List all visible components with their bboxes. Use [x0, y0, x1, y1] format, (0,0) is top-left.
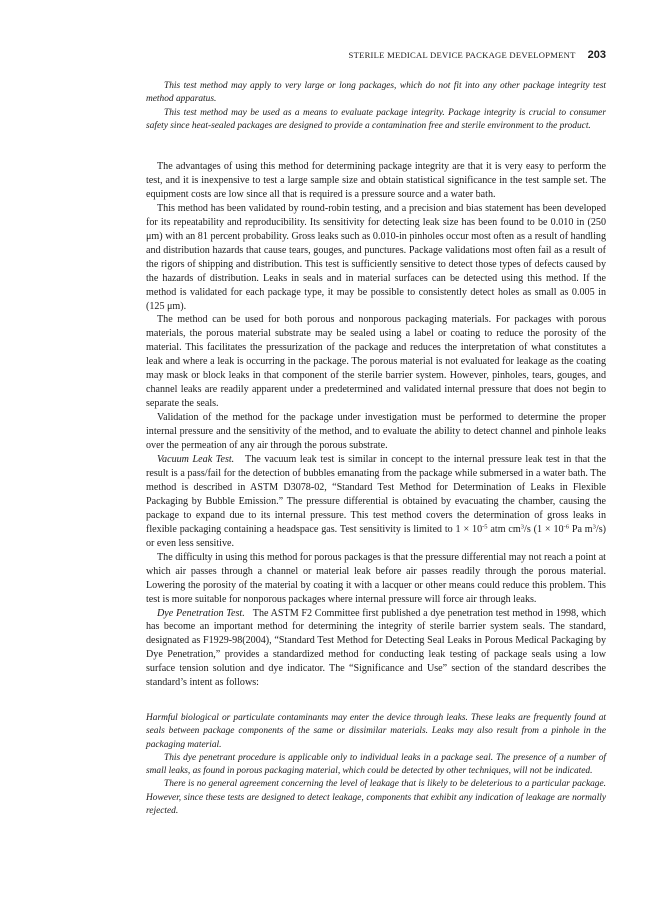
running-head [146, 49, 606, 61]
paragraph-porous-materials: The method can be used for both porous and nonporous packaging materials. For packages with porous materials, the porous material substrate may be sealed using a label or coating to reduce the porosity of the material. This facilitates the pressurization of the package and reduces the interpretation of what constitutes a leak and where a leak is occurring in the package. The porous material is not evaluated for leakage as the coating may mask or block leaks in that component of the sterile barrier system. However, pinholes, tears, gouges, and channel leaks are readily apparent under a predetermined and validated internal pressure that does not begin to separate the seals. [146, 314, 606, 410]
vacuum-text-a: The vacuum leak test is similar in concept to the internal pressure leak test in that the result is a pass/fail for the detection of bubbles emanating from the package while submersed in a water bath. The method is described in ASTM D3078-02, “Standard Test Method for Determination of Leaks in Flexible Packaging by Bubble Emission.” The pressure differential is obtained by evacuating the chamber, causing the package to expand due to its internal pressure. This test method covers the determination of gross leaks in flexible packaging containing a headspace gas. Test sensitivity is limited to 1 × 10 [146, 454, 606, 535]
vacuum-text-d: Pa m [568, 523, 593, 535]
quote-paragraph: This test method may be used as a means to evaluate package integrity. Package integrity is crucial to consumer safety since heat-sealed packages are designed to provide a contamination free and sterile environment to the product. [146, 107, 606, 131]
vacuum-text-b: atm cm [487, 523, 521, 535]
exponent: -6 [563, 523, 569, 531]
vacuum-leak-test-heading: Vacuum Leak Test. [157, 454, 235, 466]
paragraph-porous-difficulty: The difficulty in using this method for porous packages is that the pressure differential may not reach a point at which air passes through a channel or material leak before air passes readily through the porous material. Lowering the porosity of the material by coating it with a lacquer or other means could reduce this problem. This test is more suitable for nonporous packages where internal pressure will force air through leaks. [146, 551, 606, 605]
quote-paragraph: This test method may apply to very large or long packages, which do not fit into any other package integrity test method apparatus. [146, 81, 606, 105]
dye-penetration-text: The ASTM F2 Committee first published a dye penetration test method in 1998, which has become an important method for determining the integrity of sterile barrier system seals. The standard, designated as F1929-98(2004), “Standard Test Method for Detecting Seal Leaks in Porous Medical Packaging by Dye Penetration,” provides a standardized method for conducting leak testing of package seals using a low surface tension solution and dye indicator. The “Significance and Use” section of the standard describes the standard’s intent as follows: [146, 607, 606, 689]
dye-penetration-test-heading: Dye Penetration Test. [157, 607, 245, 619]
paragraph-dye-penetration-test [146, 607, 606, 691]
vacuum-text-c: /s (1 × 10 [524, 523, 564, 535]
exponent: 3 [592, 523, 596, 531]
paragraph-method-validation: Validation of the method for the package under investigation must be performed to determine the proper internal pressure and the sensitivity of the method, and to evaluate the ability to detect channel and pinhole leaks over the permeation of any air through the porous substrate. [146, 412, 606, 452]
running-title: STERILE MEDICAL DEVICE PACKAGE DEVELOPMENT [348, 50, 576, 60]
vacuum-text-e: /s) or even less sensitive. [146, 523, 606, 549]
paragraph-validation-round-robin: This method has been validated by round-robin testing, and a precision and bias statement has been developed for its repeatability and reproducibility. Its sensitivity for detecting leak size has been found to be 0.010 in (250 μm) with an 81 percent probability. Gross leaks such as 0.010-in pinholes occur most often as a result of handling and distribution hazards that cause tears, gouges, and punctures. Package validations most often fail as a result of the rigors of shipping and distribution. This test is sufficiently sensitive to detect those types of defects caused by the hazards of distribution. Leaks in seals and in material surfaces can be detected using this method. If the method is validated for each package type, it may be possible to consistently detect holes as small as 0.005 in (125 μm). [146, 202, 606, 312]
quote-paragraph: This dye penetrant procedure is applicable only to individual leaks in a package seal. The presence of a number of small leaks, as found in porous packaging material, which could be detected by other techniques, will not be indicated. [146, 752, 606, 777]
quote-paragraph: There is no general agreement concerning the level of leakage that is likely to be deleterious to a particular package. However, since these tests are designed to detect leakage, components that exhibit any indication of leakage are normally rejected. [146, 779, 606, 817]
page-number: 203 [587, 49, 606, 61]
paragraph-advantages: The advantages of using this method for determining package integrity are that it is very easy to perform the test, and it is inexpensive to test a large sample size and obtain statistical significance in the test sample set. The equipment costs are low since all that is required is a pressure source and a water bath. [146, 161, 606, 200]
quote-paragraph: Harmful biological or particulate contaminants may enter the device through leaks. These leaks are frequently found at seals between package components of the same or dissimilar materials. Leaks may also result from a pinhole in the packaging material. [146, 713, 606, 750]
exponent: 3 [520, 523, 525, 531]
paragraph-vacuum-leak-test [146, 453, 606, 551]
exponent: -5 [482, 523, 488, 531]
block-quote-bottom [146, 712, 606, 818]
body-text [146, 160, 606, 690]
block-quote-top [146, 80, 606, 133]
